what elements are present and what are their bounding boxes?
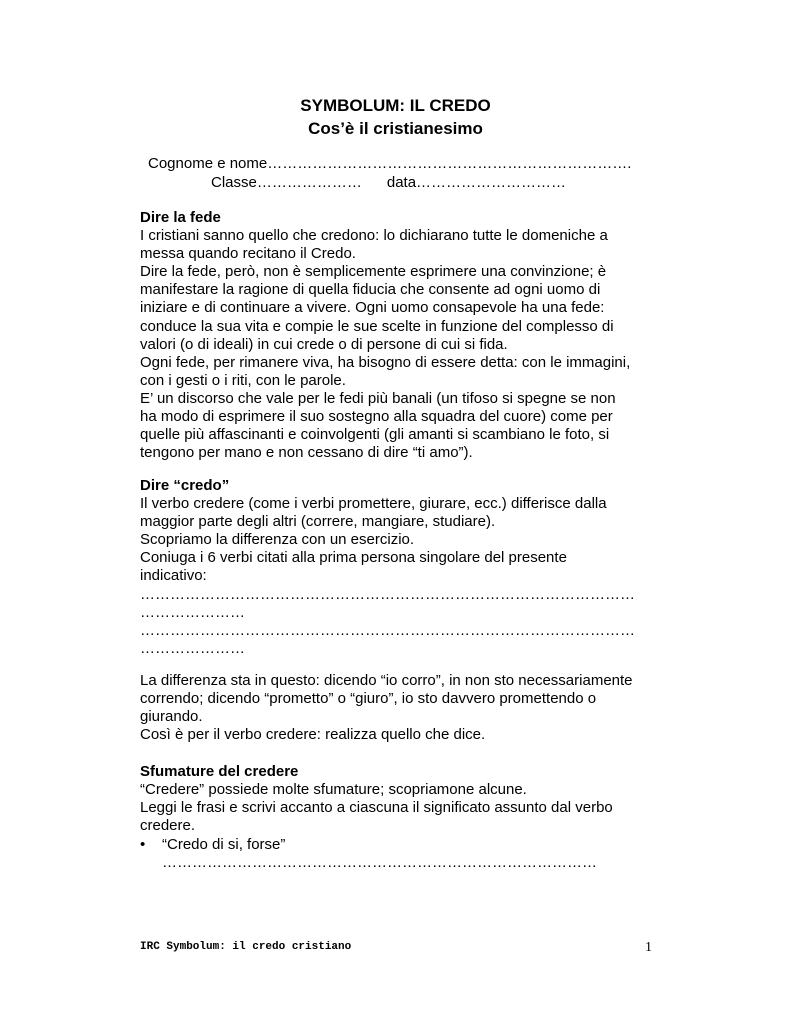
text-line: Dire la fede, però, non è semplicemente esprimere una convinzione; è bbox=[140, 263, 607, 281]
text-line: giurando. bbox=[140, 708, 203, 726]
text-line: I cristiani sanno quello che credono: lo dichiarano tutte le domeniche a bbox=[140, 227, 608, 244]
text-line: quelle più affascinanti e coinvolgenti (gli amanti si scambiano le foto, si bbox=[140, 426, 610, 444]
name-field-line: Cognome e nome………………………………………………………………. bbox=[148, 155, 632, 172]
text-line: credere. bbox=[140, 817, 196, 835]
bullet-symbol: • bbox=[140, 836, 146, 853]
text-line: tengono per mano e non cessano di dire “ti amo”). bbox=[140, 444, 473, 462]
text-line: ha modo di esprimere il suo sostegno alla squadra del cuore) come per bbox=[140, 408, 613, 425]
text-line: ……………………………………………………………………………………… bbox=[140, 621, 635, 639]
text-line: ………………… bbox=[140, 603, 245, 621]
text-line: indicativo: bbox=[140, 567, 207, 585]
footer-title: IRC Symbolum: il credo cristiano bbox=[140, 941, 352, 953]
text-line: ……………………………………………………………………………………… bbox=[140, 585, 635, 603]
text-line: con i gesti o i riti, con le parole. bbox=[140, 371, 346, 389]
text-line: maggior parte degli altri (correre, mangiare, studiare). bbox=[140, 513, 496, 531]
text-line: Così è per il verbo credere: realizza quello che dice. bbox=[140, 726, 486, 744]
page-subtitle: Cos’è il cristianesimo bbox=[308, 119, 483, 138]
class-date-line: Classe………………… data………………………… bbox=[211, 174, 567, 191]
text-line: valori (o di ideali) in cui crede o di persone di cui si fida. bbox=[140, 335, 508, 353]
text-line: Coniuga i 6 verbi citati alla prima persona singolare del presente bbox=[140, 549, 567, 567]
text-line: Leggi le frasi e scrivi accanto a ciascuna il significato assunto dal verbo bbox=[140, 799, 613, 817]
text-line: conduce la sua vita e compie le sue scelte in funzione del complesso di bbox=[140, 317, 614, 335]
section-heading-credo: Dire “credo” bbox=[140, 477, 230, 494]
text-line: E’ un discorso che vale per le fedi più banali (un tifoso si spegne se non bbox=[140, 389, 616, 407]
text-line: ………………… bbox=[140, 639, 245, 657]
text-line: Scopriamo la differenza con un esercizio. bbox=[140, 531, 415, 549]
page-title: SYMBOLUM: IL CREDO bbox=[300, 96, 491, 115]
text-line: La differenza sta in questo: dicendo “io corro”, in non sto necessariamente bbox=[140, 672, 633, 689]
section-heading-sfumature: Sfumature del credere bbox=[140, 763, 299, 780]
text-line: correndo; dicendo “prometto” o “giuro”, io sto davvero promettendo o bbox=[140, 690, 597, 708]
text-line: messa quando recitano il Credo. bbox=[140, 245, 356, 263]
text-line: iniziare e di continuare a vivere. Ogni uomo consapevole ha una fede: bbox=[140, 299, 605, 317]
section-heading-fede: Dire la fede bbox=[140, 209, 221, 226]
text-line: manifestare la ragione di quella fiducia che consente ad ogni uomo di bbox=[140, 281, 601, 299]
text-line: Il verbo credere (come i verbi promettere, giurare, ecc.) differisce dalla bbox=[140, 495, 607, 512]
text-line: Ogni fede, per rimanere viva, ha bisogno di essere detta: con le immagini, bbox=[140, 353, 631, 371]
bullet-item-dots: …………………………………………………………………………… bbox=[162, 854, 597, 871]
bullet-item-text: “Credo di si, forse” bbox=[162, 836, 286, 853]
text-line: “Credere” possiede molte sfumature; scopriamone alcune. bbox=[140, 781, 527, 798]
page-number: 1 bbox=[645, 940, 652, 955]
